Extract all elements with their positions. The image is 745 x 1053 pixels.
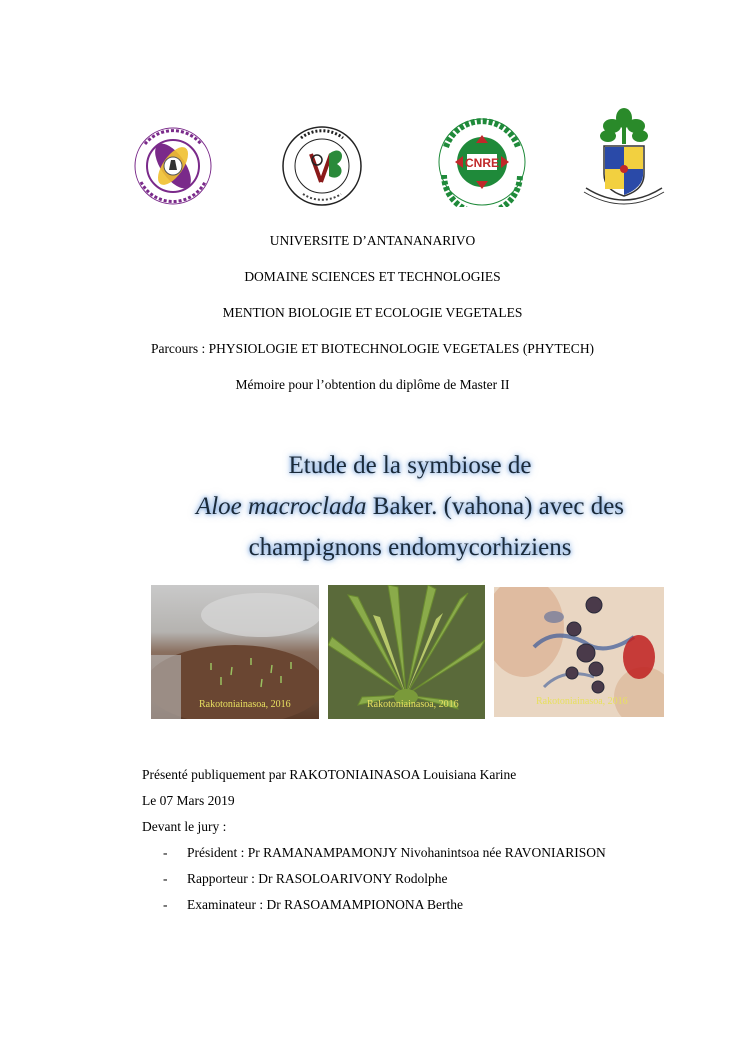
faculte-sciences-logo bbox=[131, 126, 215, 208]
title-line-2 bbox=[80, 486, 740, 527]
thesis-title bbox=[80, 445, 740, 568]
title-line-2-rest: Baker. (vahona) avec des bbox=[366, 493, 625, 520]
photo-credit-3: Rakotoniainasoa, 2016 bbox=[536, 696, 628, 707]
title-line-3: champignons endomycorhiziens bbox=[248, 534, 572, 561]
list-bullet: - bbox=[163, 845, 168, 860]
mention-name: MENTION BIOLOGIE ET ECOLOGIE VEGETALES bbox=[222, 305, 523, 320]
species-name: Aloe macroclada bbox=[195, 493, 367, 520]
presenter-line: Présenté publiquement par RAKOTONIAINASOA Louisiana Karine bbox=[142, 767, 517, 782]
coat-of-arms-logo bbox=[582, 104, 666, 208]
date-line: Le 07 Mars 2019 bbox=[142, 793, 235, 808]
cnre-logo bbox=[436, 117, 528, 207]
jury-rapporteur: Rapporteur : Dr RASOLOARIVONY Rodolphe bbox=[187, 871, 448, 886]
faculte-sciences-biologie-logo bbox=[281, 124, 363, 208]
jury-examinateur: Examinateur : Dr RASOAMAMPIONONA Berthe bbox=[187, 897, 463, 912]
svg-text:CNRE: CNRE bbox=[464, 156, 500, 170]
memoire-statement: Mémoire pour l’obtention du diplôme de Master II bbox=[235, 377, 510, 392]
domain-name: DOMAINE SCIENCES ET TECHNOLOGIES bbox=[244, 269, 501, 284]
title-line-1: Etude de la symbiose de bbox=[288, 452, 532, 479]
parcours-name: Parcours : PHYSIOLOGIE ET BIOTECHNOLOGIE VEGETALES (PHYTECH) bbox=[150, 341, 595, 356]
list-bullet: - bbox=[163, 871, 168, 886]
photo-credit-2: Rakotoniainasoa, 2016 bbox=[367, 699, 459, 710]
list-bullet: - bbox=[163, 897, 168, 912]
jury-president: Président : Pr RAMANAMPAMONJY Nivohanintsoa née RAVONIARISON bbox=[187, 845, 606, 860]
jury-label: Devant le jury : bbox=[142, 819, 227, 834]
photo-credit-1: Rakotoniainasoa, 2016 bbox=[199, 699, 291, 710]
university-name: UNIVERSITE D’ANTANANARIVO bbox=[269, 233, 476, 248]
